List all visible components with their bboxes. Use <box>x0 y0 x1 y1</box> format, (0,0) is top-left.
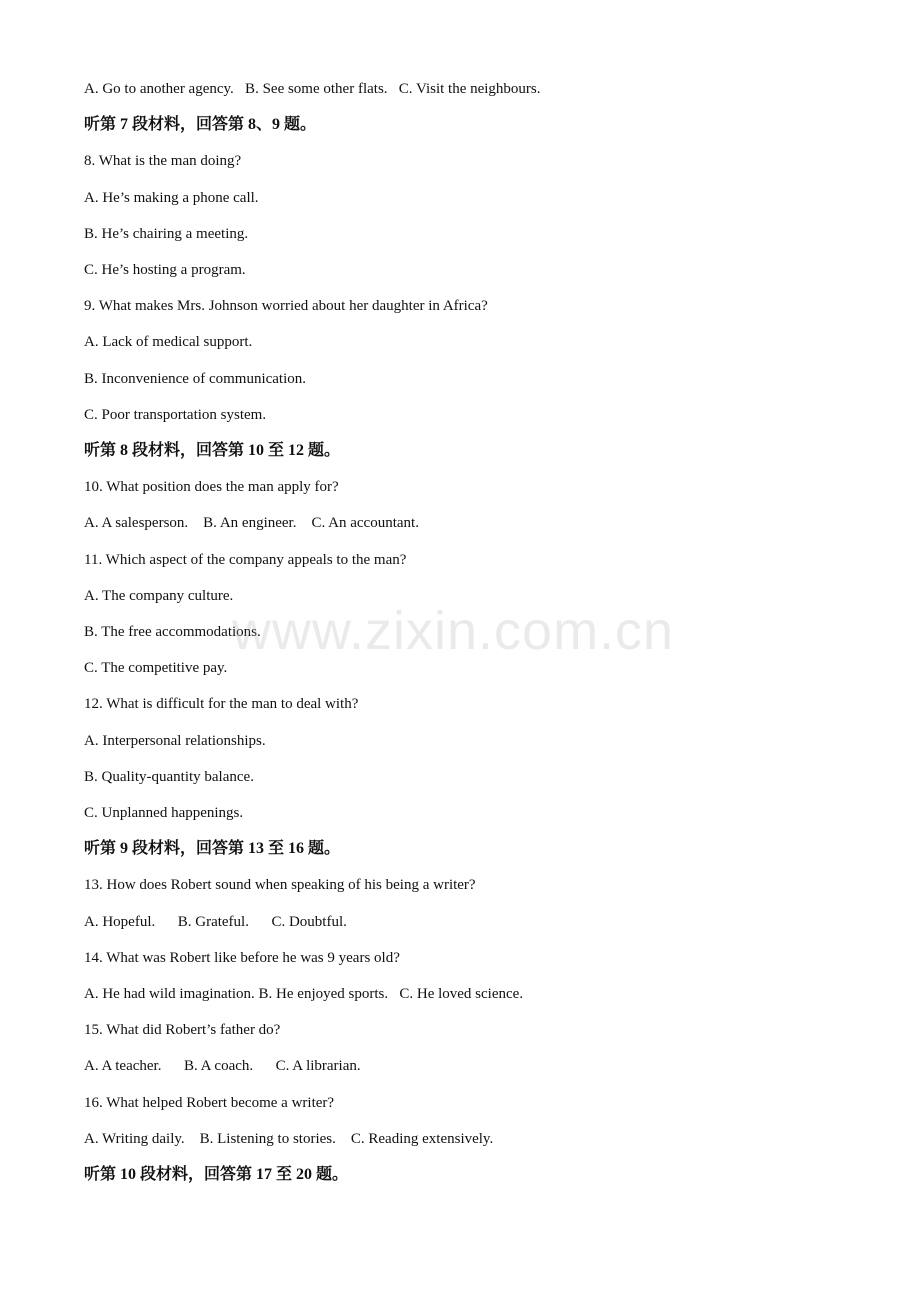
text-line: 9. What makes Mrs. Johnson worried about her daughter in Africa? <box>84 298 488 315</box>
text-line: B. He’s chairing a meeting. <box>84 225 249 242</box>
text-line: 10. What position does the man apply for? <box>84 479 339 496</box>
text-line: 13. How does Robert sound when speaking of his being a writer? <box>84 877 476 894</box>
text-line: C. The competitive pay. <box>84 660 228 677</box>
text-line: B. Inconvenience of communication. <box>84 370 307 387</box>
text-line: 14. What was Robert like before he was 9 years old? <box>84 949 400 966</box>
text-line: A. Hopeful. B. Grateful. C. Doubtful. <box>84 913 347 930</box>
text-line: A. Lack of medical support. <box>84 334 253 351</box>
section-heading: 听第 8 段材料，回答第 10 至 12 题。 <box>84 442 341 459</box>
text-line: C. Poor transportation system. <box>84 406 267 423</box>
section-heading: 听第 10 段材料，回答第 17 至 20 题。 <box>84 1166 349 1183</box>
text-line: A. He had wild imagination. B. He enjoyed sports. C. He loved science. <box>84 986 524 1002</box>
text-line: B. Quality-quantity balance. <box>84 768 254 785</box>
text-line: A. A salesperson. B. An engineer. C. An accountant. <box>84 515 419 532</box>
text-line: 15. What did Robert’s father do? <box>84 1022 281 1039</box>
text-line: 11. Which aspect of the company appeals to the man? <box>84 551 407 568</box>
text-line: 16. What helped Robert become a writer? <box>84 1094 335 1111</box>
text-line: A. Go to another agency. B. See some other flats. C. Visit the neighbours. <box>84 81 541 97</box>
text-line: A. He’s making a phone call. <box>84 189 259 206</box>
text-line: 8. What is the man doing? <box>84 153 242 170</box>
text-line: C. Unplanned happenings. <box>84 805 244 821</box>
section-heading: 听第 9 段材料，回答第 13 至 16 题。 <box>84 840 341 858</box>
text-line: C. He’s hosting a program. <box>84 262 246 278</box>
text-line: B. The free accommodations. <box>84 624 261 640</box>
text-line: A. A teacher. B. A coach. C. A librarian. <box>84 1058 361 1075</box>
section-heading: 听第 7 段材料，回答第 8、9 题。 <box>84 116 317 134</box>
text-line: A. Interpersonal relationships. <box>84 732 266 749</box>
text-line: 12. What is difficult for the man to deal with? <box>84 696 359 713</box>
text-line: A. The company culture. <box>84 587 234 604</box>
watermark: www.zixin.com.cn <box>232 601 675 661</box>
text-line: A. Writing daily. B. Listening to stories. C. Reading extensively. <box>84 1130 494 1147</box>
